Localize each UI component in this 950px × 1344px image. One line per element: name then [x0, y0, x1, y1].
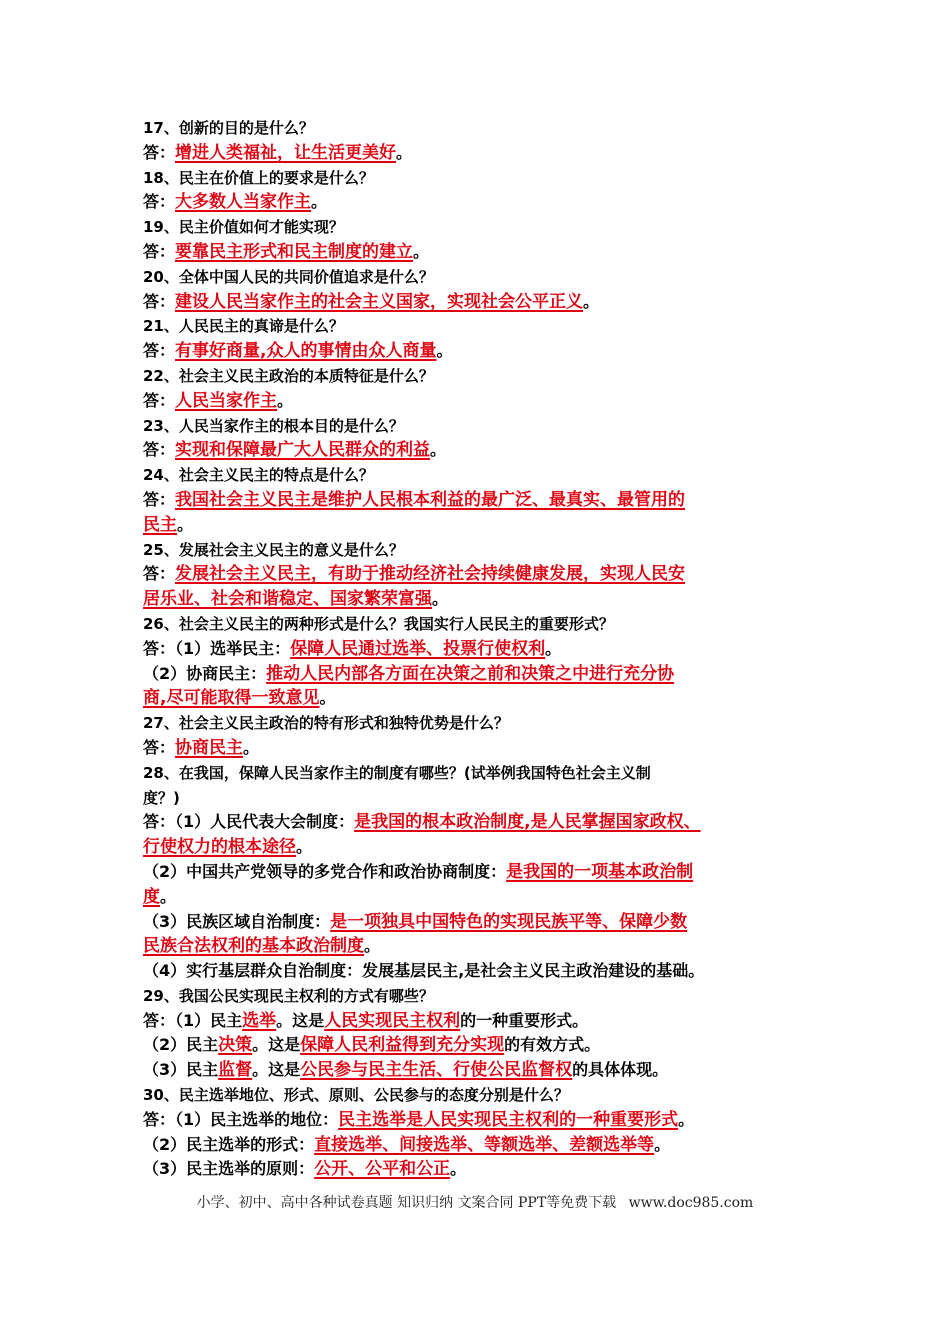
answer-line — [143, 810, 823, 835]
answer-highlight: 民主选举是人民实现民主权利的一种重要形式 — [338, 1109, 679, 1130]
answer-highlight: 有事好商量,众人的事情由众人商量 — [175, 341, 437, 362]
answer-text: 答： — [143, 291, 176, 311]
answer-text: （2）民主选举的形式： — [143, 1134, 315, 1154]
answer-text: 。 — [243, 737, 260, 757]
answer-line — [143, 934, 823, 959]
answer-highlight: 人民当家作主 — [175, 390, 278, 411]
answer-line — [143, 587, 823, 612]
question-line: 22、社会主义民主政治的本质特征是什么？ — [143, 366, 434, 385]
answer-text: 。 — [277, 390, 294, 410]
answer-highlight: 决策 — [218, 1035, 253, 1056]
answer-text: （3）民主选举的原则： — [143, 1159, 315, 1179]
answer-line — [143, 240, 823, 265]
answer-highlight: 是我国的根本政治制度,是人民掌握国家政权、 — [354, 812, 701, 833]
answer-text: （4）实行基层群众自治制度：发展基层民主,是社会主义民主政治建设的基础。 — [143, 961, 705, 981]
answer-text: 答： — [143, 737, 176, 757]
answer-highlight: 民主 — [143, 514, 177, 535]
answer-line — [143, 959, 823, 984]
answer-text: 。 — [450, 1159, 467, 1179]
answer-text: 。 — [160, 886, 177, 906]
question-line: 17、创新的目的是什么？ — [143, 119, 314, 137]
answer-text: 。 — [296, 837, 313, 857]
question-line: 29、我国公民实现民主权利的方式有哪些？ — [143, 986, 434, 1005]
footer-site: www.doc985.com — [628, 1195, 754, 1211]
answer-line — [143, 1009, 823, 1034]
answer-text: （2）民主 — [143, 1035, 219, 1055]
answer-highlight: 民族合法权利的基本政治制度 — [143, 936, 364, 957]
answer-text: 。 — [364, 936, 381, 956]
answer-highlight: 增进人类福祉，让生活更美好 — [175, 142, 397, 163]
answer-line — [143, 686, 823, 711]
answer-text: 答： — [143, 341, 176, 361]
answer-text: 答： — [143, 241, 176, 261]
answer-line — [143, 860, 823, 885]
answer-line — [143, 1157, 823, 1182]
answer-line — [143, 339, 823, 364]
question-line: 23、人民当家作主的根本目的是什么？ — [143, 416, 404, 435]
answer-highlight: 大多数人当家作主 — [175, 192, 312, 213]
answer-line — [143, 513, 823, 538]
answer-line — [143, 290, 823, 315]
answer-line — [143, 662, 823, 687]
answer-line — [143, 438, 823, 463]
answer-highlight: 发展社会主义民主，有助于推动经济社会持续健康发展，实现人民安 — [175, 564, 686, 585]
answer-text: 。这是 — [252, 1060, 301, 1080]
answer-line — [143, 190, 823, 215]
answer-line — [143, 488, 823, 513]
answer-highlight: 建设人民当家作主的社会主义国家，实现社会公平正义 — [175, 291, 584, 312]
answer-text: 。 — [583, 291, 600, 311]
answer-highlight: 要靠民主形式和民主制度的建立 — [175, 241, 414, 262]
answer-highlight: 选举 — [242, 1010, 277, 1031]
footer-text: 小学、初中、高中各种试卷真题 知识归纳 文案合同 PPT等免费下载 — [196, 1195, 617, 1211]
answer-highlight: 公开、公平和公正 — [314, 1159, 451, 1180]
answer-text: 答： — [143, 142, 176, 162]
question-line: 27、社会主义民主政治的特有形式和独特优势是什么？ — [143, 714, 509, 733]
answer-text: 。 — [654, 1134, 671, 1154]
answer-highlight: 推动人民内部各方面在决策之前和决策之中进行充分协 — [266, 663, 675, 684]
answer-text: 答：（1）选举民主： — [143, 638, 291, 658]
answer-line — [143, 885, 823, 910]
answer-text: 。 — [396, 142, 413, 162]
answer-line — [143, 910, 823, 935]
answer-text: 答： — [143, 390, 176, 410]
answer-text: 的一种重要形式。 — [460, 1010, 589, 1030]
answer-text: 答：（1）民主选举的地位： — [143, 1109, 339, 1129]
answer-line — [143, 637, 823, 662]
answer-line — [143, 562, 823, 587]
answer-text: 答：（1）人民代表大会制度： — [143, 812, 355, 832]
answer-line — [143, 1058, 823, 1083]
answer-highlight: 公民参与民主生活、行使公民监督权 — [300, 1060, 573, 1081]
answer-text: 。 — [319, 688, 336, 708]
answer-text: 。 — [413, 241, 430, 261]
answer-highlight: 人民实现民主权利 — [324, 1010, 461, 1031]
answer-highlight: 保障人民利益得到充分实现 — [300, 1035, 505, 1056]
answer-text: 。 — [311, 192, 328, 212]
answer-line — [143, 1108, 823, 1133]
answer-highlight: 是一项独具中国特色的实现民族平等、保障少数 — [330, 911, 688, 932]
answer-line — [143, 141, 823, 166]
page-footer — [0, 1192, 950, 1212]
answer-text: （3）民族区域自治制度： — [143, 911, 331, 931]
answer-highlight: 我国社会主义民主是维护人民根本利益的最广泛、最真实、最管用的 — [175, 489, 686, 510]
answer-highlight: 商,尽可能取得一致意见 — [143, 688, 320, 709]
answer-text: 答： — [143, 440, 176, 460]
answer-text: 。 — [545, 638, 562, 658]
answer-line — [143, 835, 823, 860]
question-line: 30、民主选举地位、形式、原则、公民参与的态度分别是什么？ — [143, 1086, 569, 1105]
answer-highlight: 保障人民通过选举、投票行使权利 — [290, 638, 546, 659]
answer-line — [143, 389, 823, 414]
answer-line — [143, 736, 823, 761]
answer-text: 。 — [432, 589, 449, 609]
answer-text: 。这是 — [252, 1035, 301, 1055]
question-line: 18、民主在价值上的要求是什么？ — [143, 168, 374, 187]
question-line: 度？) — [143, 788, 180, 807]
answer-text: 答：（1）民主 — [143, 1010, 243, 1030]
answer-highlight: 直接选举、间接选举、等额选举、差额选举等 — [314, 1134, 655, 1155]
answer-highlight: 实现和保障最广大人民群众的利益 — [175, 440, 431, 461]
answer-text: 的具体体现。 — [572, 1060, 669, 1080]
question-line: 20、全体中国人民的共同价值追求是什么？ — [143, 267, 434, 286]
answer-text: （2）协商民主： — [143, 663, 267, 683]
answer-text: 。这是 — [276, 1010, 325, 1030]
answer-text: 的有效方式。 — [504, 1035, 601, 1055]
question-line: 28、在我国，保障人民当家作主的制度有哪些？(试举例我国特色社会主义制 — [143, 763, 651, 782]
answer-line — [143, 1133, 823, 1158]
answer-highlight: 是我国的一项基本政治制 — [506, 861, 694, 882]
answer-highlight: 度 — [143, 886, 160, 907]
answer-text: 。 — [436, 341, 453, 361]
answer-highlight: 居乐业、社会和谐稳定、国家繁荣富强 — [143, 589, 432, 610]
answer-line — [143, 1033, 823, 1058]
answer-text: （3）民主 — [143, 1060, 219, 1080]
answer-highlight: 协商民主 — [175, 737, 244, 758]
answer-highlight: 行使权力的根本途径 — [143, 837, 296, 858]
question-line: 26、社会主义民主的两种形式是什么？我国实行人民民主的重要形式？ — [143, 614, 614, 633]
answer-text: 。 — [678, 1109, 695, 1129]
question-line: 25、发展社会主义民主的意义是什么？ — [143, 540, 404, 559]
answer-text: 。 — [177, 514, 194, 534]
question-line: 24、社会主义民主的特点是什么？ — [143, 466, 374, 485]
answer-text: （2）中国共产党领导的多党合作和政治协商制度： — [143, 861, 507, 881]
document-body — [143, 116, 823, 1182]
answer-text: 答： — [143, 192, 176, 212]
answer-text: 。 — [430, 440, 447, 460]
question-line: 21、人民民主的真谛是什么？ — [143, 317, 344, 336]
answer-highlight: 监督 — [218, 1060, 253, 1081]
answer-text: 答： — [143, 564, 176, 584]
answer-text: 答： — [143, 489, 176, 509]
question-line: 19、民主价值如何才能实现？ — [143, 218, 344, 237]
